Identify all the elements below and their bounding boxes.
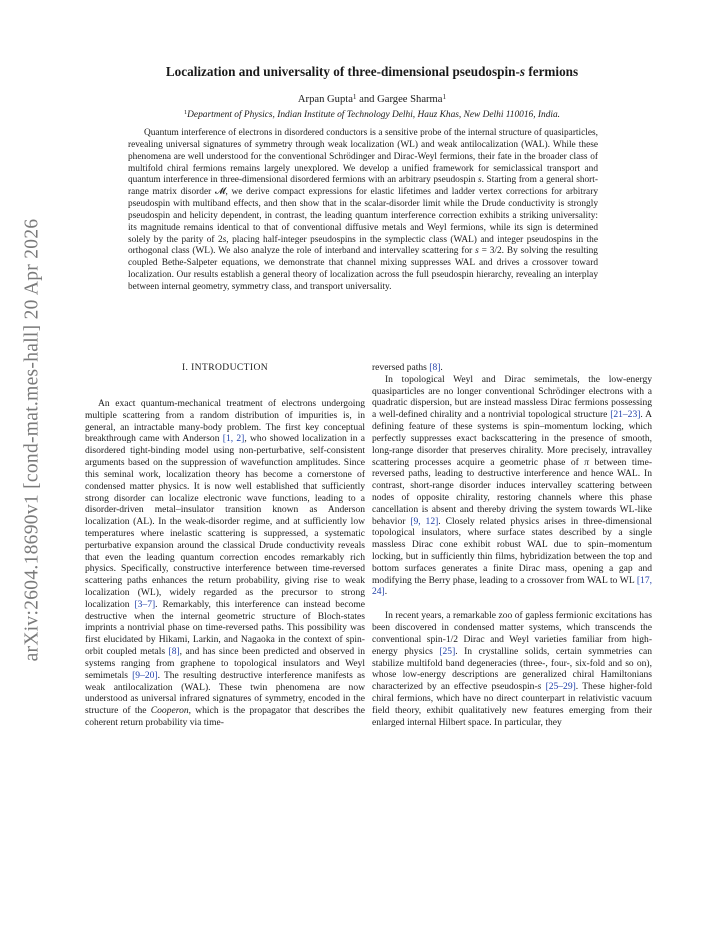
author-name: Arpan Gupta: [297, 94, 353, 105]
author-separator: and: [356, 94, 378, 105]
body-text: .: [440, 362, 443, 373]
paragraph: [85, 398, 365, 729]
body-text: . These higher-fold chiral fermions, which have no direct counterpart in relativistic vacuum field theory, exhibit qualitatively new features emerging from their enlarged internal Hilbert space. In particular, they: [372, 681, 652, 728]
left-column: [85, 362, 365, 729]
citation-link[interactable]: [8]: [168, 646, 180, 658]
body-text: . Remarkably, this interference can instead become destructive when the internal geometric structure of Bloch-states imprints a nontrivial phase on time-reversed paths. This possibility was first elucidated by Hikami, Larkin, and Nagaoka in the context of spin-orbit coupled metals: [85, 598, 365, 658]
abstract-text: , placing half-integer pseudospins in the symplectic class (WAL) and integer pseudospins in the orthogonal class (WL). We also analyze the role of interband and intervalley scattering for: [128, 234, 598, 257]
affiliation-mark: 1: [442, 92, 447, 101]
section-heading: I. INTRODUCTION: [181, 362, 269, 373]
affiliation: [90, 110, 654, 120]
body-text: . In crystalline solids, certain symmetries can stabilize multifold band degeneracies (three-, four-, six-fold and so on), whose low-energy descriptions are generalized chiral Hamiltonians characterized by an effective pseudospin-: [372, 645, 652, 693]
arxiv-sidebar: [14, 200, 50, 680]
abstract-text: = 3/2. By solving the resulting coupled Bethe-Salpeter equations, we demonstrate that channel mixing suppresses WAL and drives a crossover toward localization. Our results establish a general theory of localization across the full pseudospin hierarchy, revealing an interplay between internal geometry, symmetry class, and transport universality.: [128, 246, 598, 292]
arxiv-identifier: arXiv:2604.18690v1 [cond-mat.mes-hall] 20 Apr 2026: [21, 218, 42, 662]
body-text: . Closely related physics arises in three-dimensional topological insulators, where surface states described by a single massless Dirac cone exhibit robust WAL due to spin–momentum locking, but in sufficiently thin films, hybridization between the top and bottom surfaces generates a finite Dirac mass, opening a gap and modifying the Berry phase, leading to a crossover from WAL to WL: [372, 515, 653, 586]
math-symbol: 𝓜: [214, 187, 226, 198]
body-text: .: [384, 586, 388, 598]
right-column: [372, 362, 652, 728]
citation-link[interactable]: [21–23]: [610, 409, 641, 421]
citation-link[interactable]: [3–7]: [134, 598, 156, 610]
body-text: . The resulting destructive interference manifests as weak antilocalization (WAL). These twin phenomena are now understood as universal infrared signatures of symmetry, encoded in the structure of the: [85, 669, 365, 717]
paragraph: [372, 362, 652, 374]
math-symbol: π: [584, 456, 590, 468]
body-text: between time-reversed paths, leading to destructive interference and hence WAL. In contrast, short-range disorder induces intervalley scattering between nodes of opposite chirality, restoring channels where this phase cancellation is absent and thereby driving the system towards WL-like behavior: [372, 456, 652, 527]
body-text: reversed paths: [372, 362, 430, 373]
citation-link[interactable]: [8]: [429, 362, 441, 373]
author-name: Gargee Sharma: [377, 94, 443, 105]
abstract-text: Quantum interference of electrons in disordered conductors is a sensitive probe of the internal structure of quasiparticles, revealing universal signatures of symmetry through weak localization (WL) and weak antilocalization (WAL). While these phenomena are well understood for the conventional Schrödinger and Dirac-Weyl fermions, their fate in the broader class of multifold chiral fermions remains largely unexplored. We develop a unified framework for semiclassical transport and quantum interference in three-dimensional disordered fermions with an arbitrary pseudospin: [128, 128, 598, 186]
paragraph-gap: [372, 598, 652, 610]
math-symbol: s: [537, 681, 542, 693]
body-text: An exact quantum-mechanical treatment of electrons undergoing multiple scattering from a random distribution of impurities is, in general, an intractable many-body problem. The first key conceptual breakthrough came with Anderson: [85, 398, 365, 445]
citation-link[interactable]: [25–29]: [545, 681, 576, 693]
citation-link[interactable]: [25]: [439, 645, 456, 657]
title-text: Localization and universality of three-dimensional pseudospin-: [165, 64, 520, 79]
paragraph: [372, 610, 652, 728]
citation-link[interactable]: [17, 24]: [372, 574, 652, 598]
affiliation-text: Department of Physics, Indian Institute of Technology Delhi, Hauz Khas, New Delhi 110016, India.: [187, 110, 561, 120]
paragraph: [372, 374, 652, 598]
body-text: , and has since been predicted and observed in systems ranging from graphene to topological insulators and Weyl semimetals: [85, 646, 365, 681]
math-symbol: s: [475, 246, 479, 257]
body-text: In topological Weyl and Dirac semimetals, the low-energy quasiparticles are no longer conventional Schrödinger electrons with a quadratic dispersion, but are instead massless Dirac fermions possessing a well-defined chirality and a nontrivial topological structure: [372, 373, 652, 421]
citation-link[interactable]: [9, 12]: [410, 515, 439, 527]
body-text: In recent years, a remarkable zoo of gapless fermionic excitations has been discovered in condensed matter systems, which transcends the conventional spin-1/2 Dirac and Weyl varieties familiar from high-energy physics: [372, 610, 652, 657]
abstract: [128, 128, 598, 294]
body-text: . A defining feature of these systems is spin–momentum locking, which perfectly suppresses exact backscattering in the presence of smooth, long-range disorder that preserves chirality. More precisely, intravalley scattering processes acquire a geometric phase of: [372, 409, 652, 468]
paper-title: [90, 64, 654, 80]
title-tail: fermions: [525, 64, 579, 79]
abstract-text: , we derive compact expressions for elastic lifetimes and ladder vertex corrections for arbitrary pseudospin with multiband effects, and then show that in the scalar-disorder limit while the Drude conductivity is strongly pseudospin and helicity dependent, in contrast, the leading quantum interference correction exhibits a striking universality: its magnitude remains identical to that of conventional diffusive metals and Weyl fermions, while its sign is determined solely by the parity of 2: [128, 187, 598, 245]
title-symbol: s: [519, 64, 526, 79]
abstract-text: . Starting from a general short-range matrix disorder: [128, 175, 598, 198]
citation-link[interactable]: [1, 2]: [222, 433, 245, 445]
math-symbol: s: [222, 234, 227, 245]
affiliation-mark: 1: [183, 109, 188, 117]
author-list: [90, 94, 654, 105]
citation-link[interactable]: [9–20]: [132, 669, 158, 681]
math-symbol: s: [478, 175, 482, 186]
body-text: , which is the propagator that describes the coherent return probability via time-: [85, 705, 365, 728]
affiliation-mark: 1: [352, 92, 357, 101]
emphasis-text: Cooperon: [150, 705, 189, 717]
body-text: , who showed localization in a disordered tight-binding model using non-perturbative, self-consistent arguments based on the suppression of wavefunction amplitudes. Since this seminal work, localization theory has become a cornerstone of condensed matter physics. It is now well established that sufficiently strong disorder can localize electronic wave functions, leading to a disorder-driven metal–insulator transition known as Anderson localization (AL). In the weak-disorder regime, and at sufficiently low temperatures where inelastic scattering is suppressed, a systematic perturbative expansion around the classical Drude conductivity reveals that even the leading quantum correction encodes remarkably rich physics. Specifically, constructive interference between time-reversed scattering paths enhances the return probability, giving rise to weak localization (WL), widely regarded as the precursor to strong localization: [85, 433, 365, 610]
